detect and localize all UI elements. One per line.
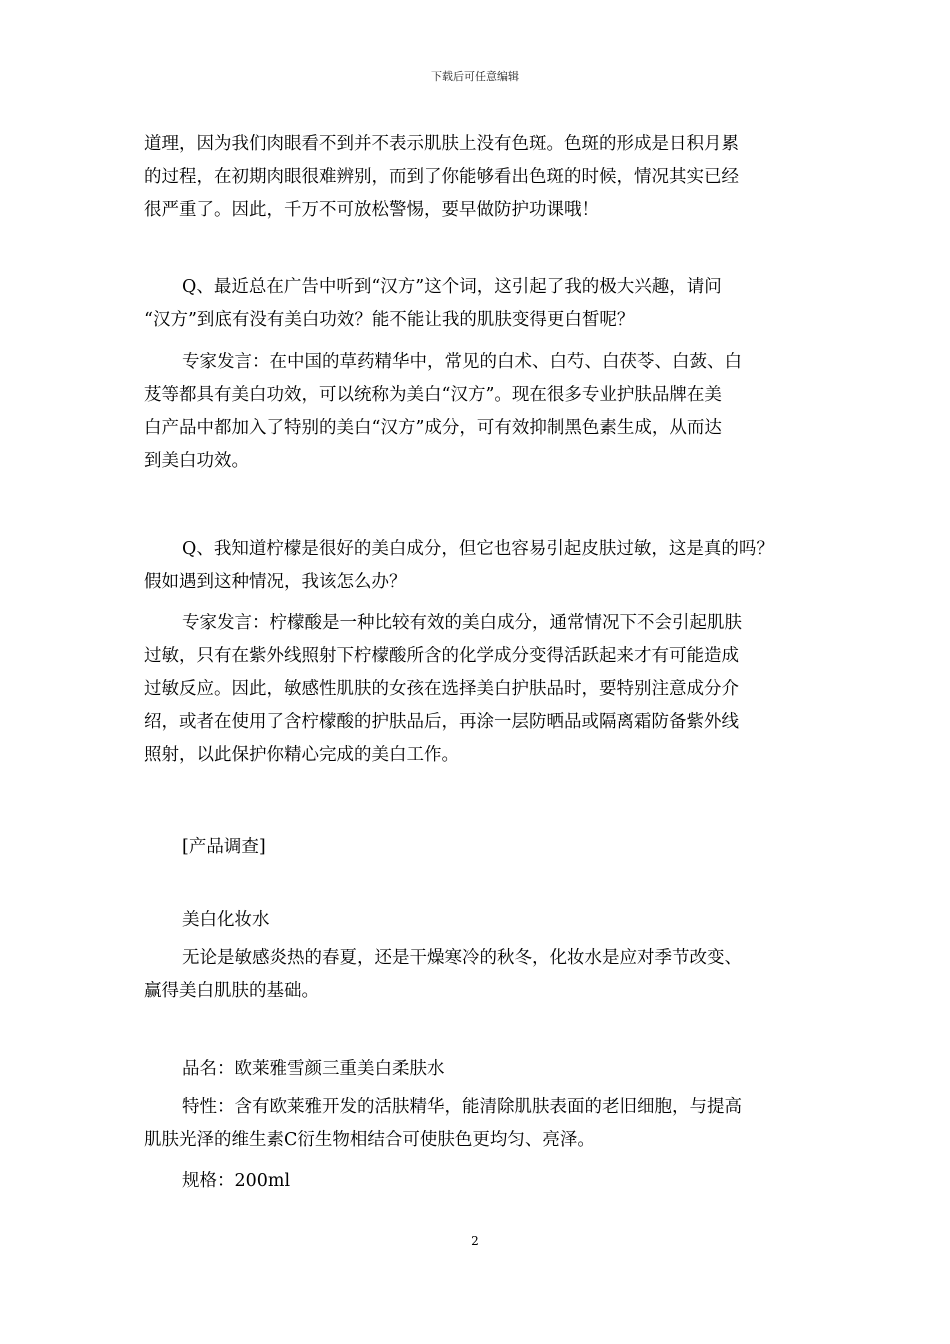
text-line: Q、我知道柠檬是很好的美白成分，但它也容易引起皮肤过敏，这是真的吗？	[182, 539, 774, 559]
text-line: 道理，因为我们肉眼看不到并不表示肌肤上没有色斑。色斑的形成是日积月累	[144, 134, 739, 154]
question-paragraph	[144, 533, 834, 599]
section-heading	[144, 831, 814, 864]
text-line: 赢得美白肌肤的基础。	[144, 981, 319, 1001]
text-line: 白产品中都加入了特别的美白“汉方”成分，可有效抑制黑色素生成，从而达	[144, 418, 722, 438]
text-line: 过敏，只有在紫外线照射下柠檬酸所含的化学成分变得活跃起来才有可能造成	[144, 646, 739, 666]
text-line: 肌肤光泽的维生素C衍生物相结合可使肤色更均匀、亮泽。	[144, 1130, 595, 1150]
text-line: 规格：200ml	[182, 1171, 291, 1191]
text-line: 专家发言：在中国的草药精华中，常见的白术、白芍、白茯苓、白蔹、白	[182, 352, 742, 372]
text-line: 无论是敏感炎热的春夏，还是干燥寒冷的秋冬，化妆水是应对季节改变、	[182, 948, 742, 968]
text-line: “汉方”到底有没有美白功效？能不能让我的肌肤变得更白皙呢？	[144, 310, 635, 330]
text-line: 假如遇到这种情况，我该怎么办？	[144, 572, 407, 592]
text-line: 品名：欧莱雅雪颜三重美白柔肤水	[182, 1059, 445, 1079]
product-features	[144, 1091, 814, 1157]
text-line: 照射，以此保护你精心完成的美白工作。	[144, 745, 459, 765]
question-paragraph	[144, 271, 814, 337]
text-line: 芨等都具有美白功效，可以统称为美白“汉方”。现在很多专业护肤品牌在美	[144, 385, 722, 405]
answer-paragraph	[144, 346, 814, 478]
category-description	[144, 942, 814, 1008]
text-line: 很严重了。因此，千万不可放松警惕，要早做防护功课哦！	[144, 200, 599, 220]
paragraph	[144, 128, 814, 227]
answer-paragraph	[144, 607, 814, 772]
text-line: 过敏反应。因此，敏感性肌肤的女孩在选择美白护肤品时，要特别注意成分介	[144, 679, 739, 699]
page-header: 下载后可任意编辑	[431, 70, 519, 83]
product-category-title	[144, 904, 814, 937]
text-line: Q、最近总在广告中听到“汉方”这个词，这引起了我的极大兴趣，请问	[182, 277, 722, 297]
page-number: 2	[471, 1234, 479, 1248]
text-line: [产品调查]	[182, 837, 266, 857]
text-line: 专家发言：柠檬酸是一种比较有效的美白成分，通常情况下不会引起肌肤	[182, 613, 742, 633]
text-line: 的过程，在初期肉眼很难辨别，而到了你能够看出色斑的时候，情况其实已经	[144, 167, 739, 187]
product-spec	[144, 1165, 814, 1198]
text-line: 特性：含有欧莱雅开发的活肤精华，能清除肌肤表面的老旧细胞，与提高	[182, 1097, 742, 1117]
product-name	[144, 1053, 814, 1086]
text-line: 美白化妆水	[182, 910, 270, 930]
text-line: 到美白功效。	[144, 451, 249, 471]
text-line: 绍，或者在使用了含柠檬酸的护肤品后，再涂一层防晒品或隔离霜防备紫外线	[144, 712, 739, 732]
